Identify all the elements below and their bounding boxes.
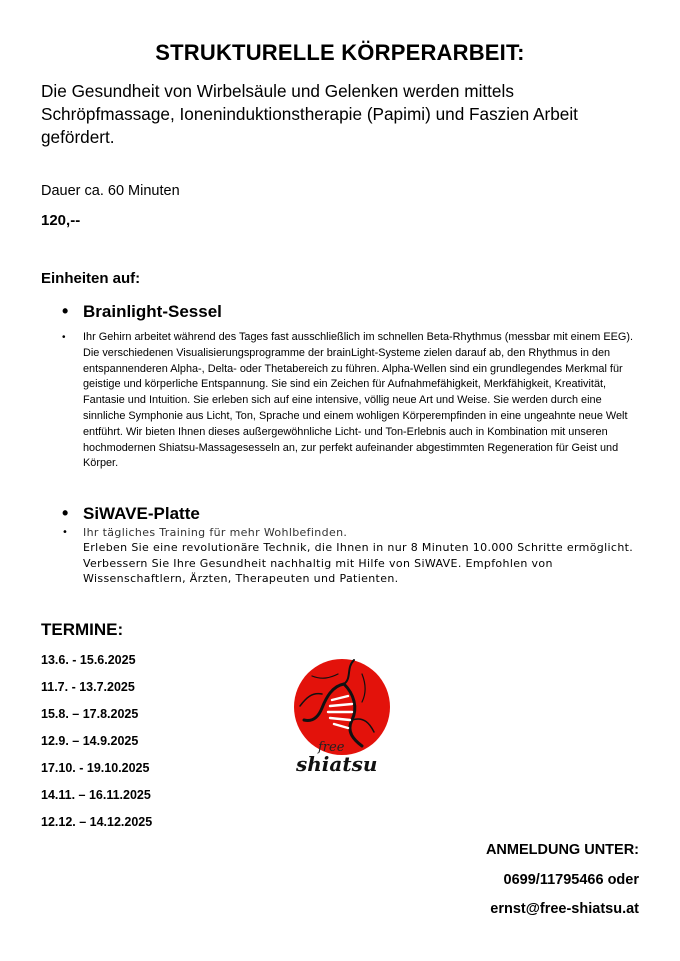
unit-brainlight-description	[62, 330, 643, 472]
bullet-icon: •	[62, 503, 69, 523]
registration-heading: ANMELDUNG UNTER:	[485, 842, 639, 858]
logo-graphic	[282, 654, 398, 780]
termine-heading: TERMINE:	[41, 620, 124, 639]
unit-brainlight	[62, 301, 222, 322]
date-item: 12.12. – 14.12.2025	[41, 815, 153, 829]
siwave-line: Ihr tägliches Training für mehr Wohlbefinden.	[83, 526, 348, 539]
free-shiatsu-logo	[282, 654, 398, 780]
page-title: STRUKTURELLE KÖRPERARBEIT:	[155, 40, 525, 65]
intro-paragraph: Die Gesundheit von Wirbelsäule und Gelenken werden mittels Schröpfmassage, Ioneninduktionstherapie (Papimi) und Faszien Arbeit gefördert.	[41, 81, 578, 147]
registration-email[interactable]: ernst@free-shiatsu.at	[490, 901, 639, 917]
siwave-line: Verbessern Sie Ihre Gesundheit nachhaltig mit Hilfe von SiWAVE. Empfohlen von Wissenschaftlern, Ärzten, Therapeuten und Patienten.	[83, 556, 553, 585]
duration-text: Dauer ca. 60 Minuten	[41, 183, 180, 199]
date-item: 12.9. – 14.9.2025	[41, 734, 139, 748]
date-item: 15.8. – 17.8.2025	[41, 707, 139, 721]
logo-text-free: free	[318, 740, 345, 755]
price-text: 120,--	[41, 212, 81, 229]
units-heading: Einheiten auf:	[41, 270, 141, 287]
unit-siwave-name: SiWAVE-Platte	[83, 504, 200, 523]
bullet-icon: •	[62, 332, 66, 343]
unit-siwave-description	[62, 525, 643, 586]
logo-text-shiatsu: shiatsu	[296, 752, 378, 776]
date-item: 17.10. - 19.10.2025	[41, 761, 150, 775]
brainlight-description-text: Ihr Gehirn arbeitet während des Tages fast ausschließlich im schnellen Beta-Rhythmus (messbar mit einem EEG). Die verschiedenen Visualisierungsprogramme der brainLight-Systeme zielen darauf ab, den Rhythmus in den entspannenderen Alpha-, Delta- oder Thetabereich zu führen. Alpha-Wellen sind ein grundlegendes Merkmal für geistige und körperliche Entspannung. Sie sind ein Zeichen für Aufnahmefähigkeit, Merkfähigkeit, Kreativität, Fantasie und Intuition. Sie erleben sich auf eine intensive, völlig neue Art und Weise. Sie werden durch eine sinnliche Symphonie aus Licht, Ton, Sprache und einem wohligen Körperempfinden in eine ungeahnte neue Welt entführt. Wir bieten Ihnen dieses außergewöhnliche Licht- und Ton-Erlebnis auch in Kombination mit unseren hochmodernen Shiatsu-Massagesesseln an, zur perfekt aufeinander abgestimmten Regeneration für Geist und Körper.	[83, 331, 634, 470]
date-item: 11.7. - 13.7.2025	[41, 680, 135, 694]
registration-phone: 0699/11795466 oder	[503, 872, 639, 888]
date-item: 13.6. - 15.6.2025	[41, 653, 136, 667]
date-item: 14.11. – 16.11.2025	[41, 788, 151, 802]
unit-brainlight-name: Brainlight-Sessel	[83, 302, 222, 321]
siwave-line: Erleben Sie eine revolutionäre Technik, die Ihnen in nur 8 Minuten 10.000 Schritte ermöglicht.	[83, 541, 634, 555]
bullet-icon: •	[62, 301, 69, 321]
unit-siwave	[62, 503, 200, 524]
bullet-icon: •	[62, 527, 69, 538]
